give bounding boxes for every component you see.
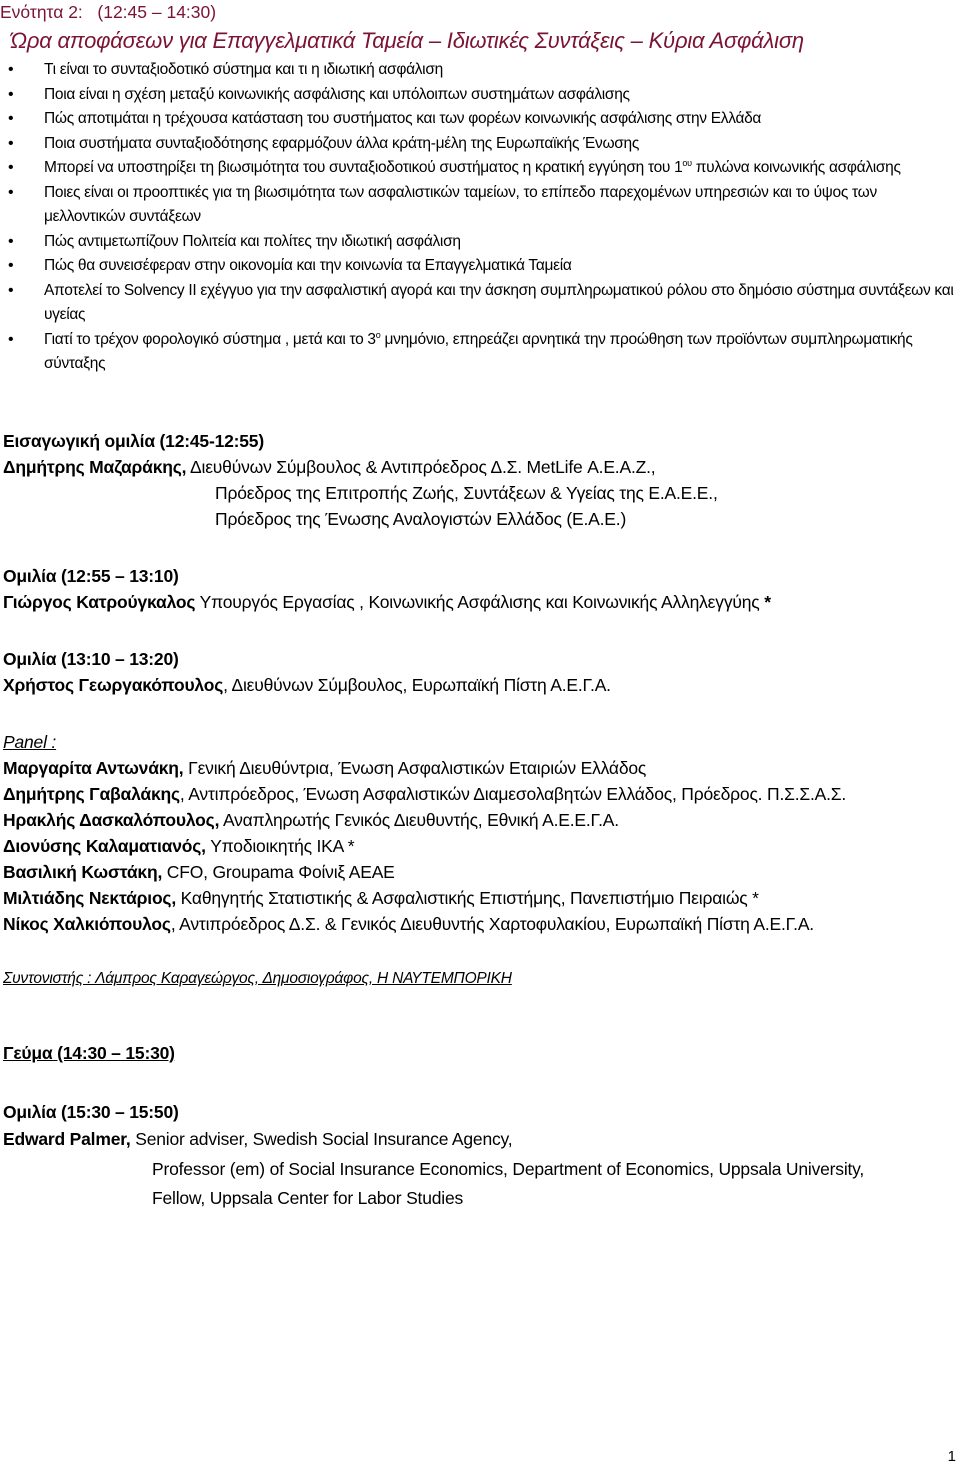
panel-heading: Panel :	[3, 732, 57, 752]
speaker-name: Γιώργος Κατρούγκαλος	[3, 592, 196, 612]
talk-heading: Ομιλία (15:30 – 15:50)	[3, 1102, 179, 1122]
speaker-name: Edward Palmer,	[3, 1129, 131, 1149]
speaker-role: Senior adviser, Swedish Social Insurance Agency,	[135, 1129, 513, 1149]
moderator-line	[3, 964, 512, 992]
topic-item: • Τι είναι το συνταξιοδοτικό σύστημα και τι η ιδιωτική ασφάλιση	[0, 58, 960, 83]
member-role: , Αντιπρόεδρος, Ένωση Ασφαλιστικών Διαμεσολαβητών Ελλάδος, Πρόεδρος. Π.Σ.Σ.Α.Σ.	[179, 784, 847, 804]
note-star: *	[764, 592, 771, 612]
topic-text: Μπορεί να υποστηρίξει τη βιωσιμότητα του συνταξιοδοτικού συστήματος η κρατική εγγύηση του 1	[44, 159, 683, 176]
member-role: Υποδιοικητής ΙΚΑ *	[210, 836, 355, 856]
speaker-role: Πρόεδρος της Επιτροπής Ζωής, Συντάξεων & Υγείας της Ε.Α.Ε.Ε.,	[215, 483, 718, 503]
topic-item: • Ποια είναι η σχέση μεταξύ κοινωνικής ασφάλισης και υπόλοιπων συστημάτων ασφάλισης	[0, 83, 960, 108]
member-role: Αναπληρωτής Γενικός Διευθυντής, Εθνική Α.Ε.Ε.Γ.Α.	[222, 810, 619, 830]
moderator: Συντονιστής : Λάμπρος Καραγεώργος, Δημοσιογράφος, Η ΝΑΥΤΕΜΠΟΡΙΚΗ	[3, 970, 512, 987]
talk-section	[3, 563, 771, 615]
superscript: ο	[375, 329, 381, 340]
speaker-name: Δημήτρης Μαζαράκης,	[3, 457, 187, 477]
intro-section	[3, 428, 718, 532]
speaker-role: Διευθύνων Σύμβουλος & Αντιπρόεδρος Δ.Σ. MetLife Α.Ε.Α.Ζ.,	[190, 457, 656, 477]
talk-heading: Ομιλία (12:55 – 13:10)	[3, 566, 179, 586]
member-role: Γενική Διευθύντρια, Ένωση Ασφαλιστικών Εταιριών Ελλάδος	[188, 758, 647, 778]
lunch-heading: Γεύμα (14:30 – 15:30)	[3, 1043, 175, 1063]
speaker-role: Πρόεδρος της Ένωσης Αναλογιστών Ελλάδος (Ε.Α.Ε.)	[215, 509, 627, 529]
member-name: Διονύσης Καλαματιανός,	[3, 836, 206, 856]
panel-member	[3, 755, 846, 781]
speaker-name: Χρήστος Γεωργακόπουλος	[3, 675, 224, 695]
session-time: (12:45 – 14:30)	[97, 2, 217, 22]
session-label: Ενότητα 2:	[0, 2, 83, 22]
panel-member	[3, 859, 846, 885]
page-number: 1	[947, 1448, 956, 1465]
member-name: Μιλτιάδης Νεκτάριος,	[3, 888, 176, 908]
topics-list	[0, 58, 960, 377]
superscript: ου	[682, 158, 692, 168]
session-header	[0, 2, 216, 23]
member-role: CFO, Groupama Φοίνιξ ΑΕΑΕ	[166, 862, 395, 882]
member-role: , Αντιπρόεδρος Δ.Σ. & Γενικός Διευθυντής Χαρτοφυλακίου, Ευρωπαϊκή Πίστη Α.Ε.Γ.Α.	[170, 914, 814, 934]
speaker-role: Professor (em) of Social Insurance Economics, Department of Economics, Uppsala University,	[152, 1158, 865, 1179]
panel-member	[3, 833, 846, 859]
panel-section	[3, 729, 846, 937]
talk-section	[3, 1099, 864, 1214]
member-name: Μαργαρίτα Αντωνάκη,	[3, 758, 184, 778]
topic-item	[0, 328, 960, 377]
member-name: Βασιλική Κωστάκη,	[3, 862, 163, 882]
topic-item: • Ποιες είναι οι προοπτικές για τη βιωσιμότητα των ασφαλιστικών ταμείων, το επίπεδο παρεχομένων υπηρεσιών και το ύψος των μελλοντικών συντάξεων	[0, 181, 960, 230]
talk-heading: Ομιλία (13:10 – 13:20)	[3, 649, 179, 669]
topic-item: • Πώς αποτιμάται η τρέχουσα κατάσταση του συστήματος και των φορέων κοινωνικής ασφάλισης στην Ελλάδα	[0, 107, 960, 132]
topic-item: • Ποια συστήματα συνταξιοδότησης εφαρμόζουν άλλα κράτη-μέλη της Ευρωπαϊκής Ένωσης	[0, 132, 960, 157]
speaker-role: Fellow, Uppsala Center for Labor Studies	[152, 1188, 464, 1208]
member-name: Νίκος Χαλκιόπουλος	[3, 914, 171, 934]
topic-item: • Πώς θα συνεισέφεραν στην οικονομία και την κοινωνία τα Επαγγελματικά Ταμεία	[0, 254, 960, 279]
topic-item: • Αποτελεί το Solvency II εχέγγυο για την ασφαλιστική αγορά και την άσκηση συμπληρωματικού ρόλου στο δημόσιο σύστημα συντάξεων και υγείας	[0, 279, 960, 328]
topic-text: Γιατί το τρέχον φορολογικό σύστημα , μετά και το 3	[44, 330, 376, 348]
panel-member	[3, 911, 846, 937]
panel-member	[3, 781, 846, 807]
topic-item	[0, 156, 960, 181]
talk-section	[3, 646, 611, 698]
member-name: Ηρακλής Δασκαλόπουλος,	[3, 810, 220, 830]
panel-member	[3, 807, 846, 833]
speaker-role: , Διευθύνων Σύμβουλος, Ευρωπαϊκή Πίστη Α.Ε.Γ.Α.	[223, 675, 611, 695]
topic-item: • Πώς αντιμετωπίζουν Πολιτεία και πολίτες την ιδιωτική ασφάλιση	[0, 230, 960, 255]
session-title: Ώρα αποφάσεων για Επαγγελματικά Ταμεία – Ιδιωτικές Συντάξεις – Κύρια Ασφάλιση	[10, 28, 804, 53]
intro-heading: Εισαγωγική ομιλία (12:45-12:55)	[3, 431, 264, 451]
panel-member	[3, 885, 846, 911]
speaker-role: Υπουργός Εργασίας , Κοινωνικής Ασφάλισης και Κοινωνικής Αλληλεγγύης	[199, 592, 760, 612]
lunch-section	[3, 1040, 175, 1066]
member-role: Καθηγητής Στατιστικής & Ασφαλιστικής Επιστήμης, Πανεπιστήμιο Πειραιώς *	[180, 888, 759, 908]
topic-text: πυλώνα κοινωνικής ασφάλισης	[695, 159, 901, 176]
member-name: Δημήτρης Γαβαλάκης	[3, 784, 180, 804]
topic-text: μνημόνιο, επηρεάζει αρνητικά την προώθηση των προϊόντων συμπληρωματικής σύνταξης	[44, 330, 913, 372]
